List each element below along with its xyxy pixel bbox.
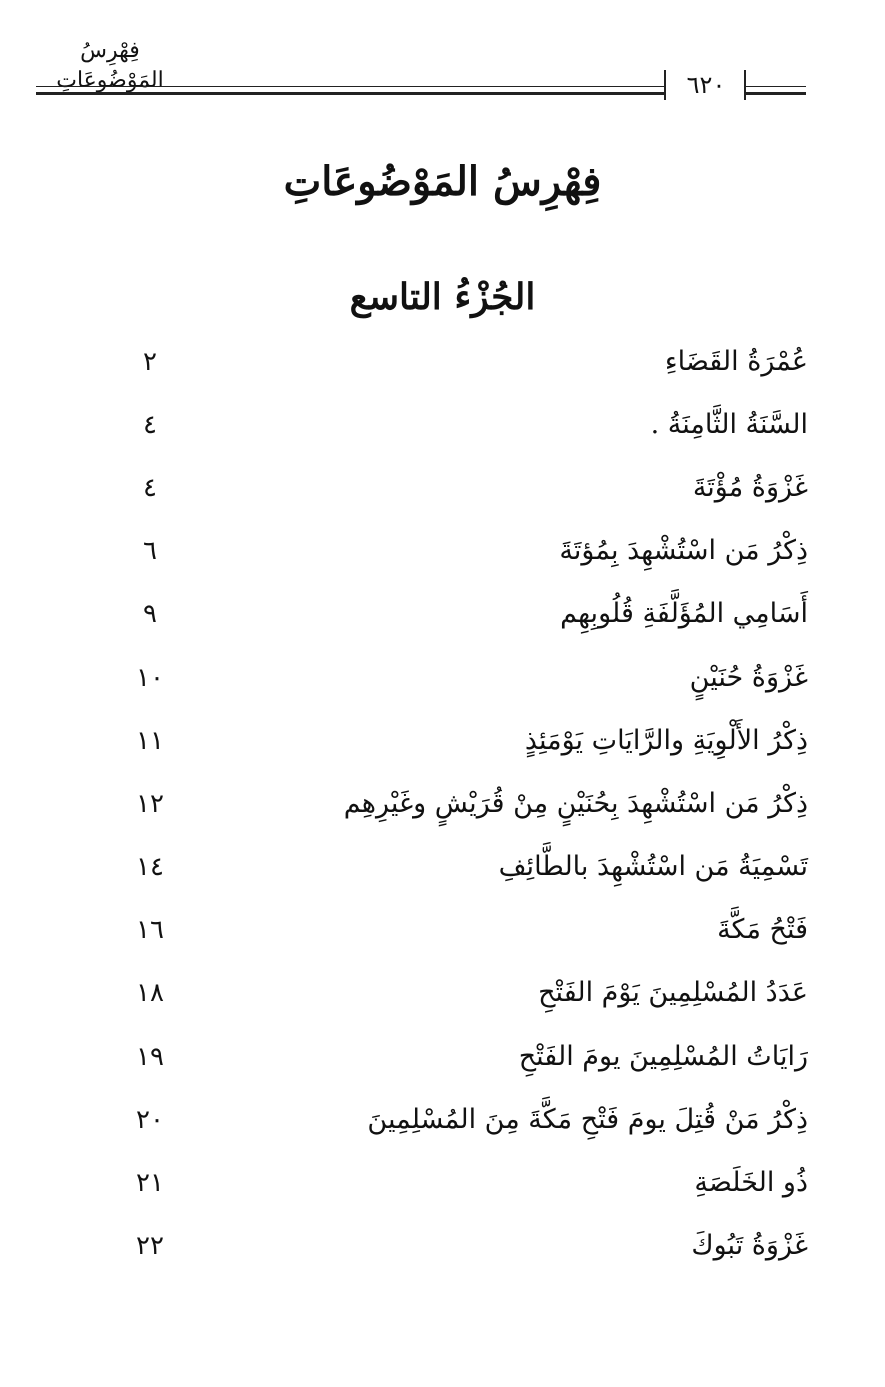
toc-page-number: ٤ [143,409,157,440]
part-title: الجُزْءُ التاسع [349,276,536,318]
toc-page-number: ٩ [143,599,157,630]
toc-row [120,520,820,583]
toc-title: ذُو الخَلَصَةِ [694,1167,808,1199]
toc-page-number: ٤ [143,472,157,503]
toc-page-number: ١٩ [136,1041,164,1072]
toc-row [120,899,820,962]
toc-title: ذِكْرُ مَن اسْتُشْهِدَ بِحُنَيْنٍ مِنْ قُرَيْشٍ وغَيْرِهِم [343,787,808,819]
toc-title: عُمْرَةُ القَضَاءِ [664,345,808,377]
toc-title: ذِكْرُ مَن اسْتُشْهِدَ بِمُؤتَةَ [559,535,808,567]
toc-page-number: ٢ [143,346,157,377]
toc-page-number: ١٠ [136,662,164,693]
toc-title: السَّنَةُ الثَّامِنَةُ . [650,408,808,440]
toc-row [120,330,820,393]
page-title: فِهْرِسُ المَوْضُوعَاتِ [283,158,602,205]
toc-page-number: ١٦ [136,915,164,946]
toc-page-number: ١٤ [136,852,164,883]
toc-title: غَزْوَةُ تَبُوكَ [691,1230,808,1262]
page-number: ٦٢٠ [686,71,726,99]
toc-title: ذِكْرُ الأَلْوِيَةِ والرَّايَاتِ يَوْمَئِذٍ [524,724,808,756]
running-header-title: فِهْرِسُ المَوْضُوعَاتِ [56,38,164,93]
toc-title: ذِكْرُ مَنْ قُتِلَ يومَ فَتْحِ مَكَّةَ مِنَ المُسْلِمِينَ [367,1103,808,1135]
header-rule-cap-right [744,70,746,100]
toc-row [120,646,820,709]
toc-row [120,836,820,899]
toc-row [120,393,820,456]
toc-row [120,772,820,835]
toc-page-number: ٦ [143,536,157,567]
header-rule-left-thick [36,92,664,95]
toc-row [120,709,820,772]
toc-list [120,330,820,1278]
toc-row [120,1025,820,1088]
toc-page-number: ٢٠ [136,1104,164,1135]
toc-title: غَزْوَةُ مُؤْتَةَ [692,471,808,503]
toc-row [120,456,820,519]
toc-page-number: ٢٢ [136,1231,164,1262]
toc-title: فَتْحُ مَكَّةَ [717,914,808,946]
toc-title: عَدَدُ المُسْلِمِينَ يَوْمَ الفَتْحِ [538,977,808,1009]
toc-row [120,1088,820,1151]
toc-row [120,1215,820,1278]
header-rule-right-thick [746,92,806,95]
toc-page-number: ١٢ [136,788,164,819]
toc-title: رَايَاتُ المُسْلِمِينَ يومَ الفَتْحِ [518,1040,808,1072]
toc-row [120,1151,820,1214]
header-rule-left [36,86,664,87]
toc-row [120,583,820,646]
toc-row [120,962,820,1025]
toc-title: أَسَامِي المُؤَلَّفَةِ قُلُوبِهِم [560,598,808,630]
toc-title: غَزْوَةُ حُنَيْنٍ [689,661,808,693]
toc-title: تَسْمِيَةُ مَن اسْتُشْهِدَ بالطَّائِفِ [498,851,808,883]
toc-page-number: ١١ [136,725,164,756]
toc-page-number: ٢١ [136,1168,164,1199]
header-rule-right [746,86,806,87]
toc-page-number: ١٨ [136,978,164,1009]
